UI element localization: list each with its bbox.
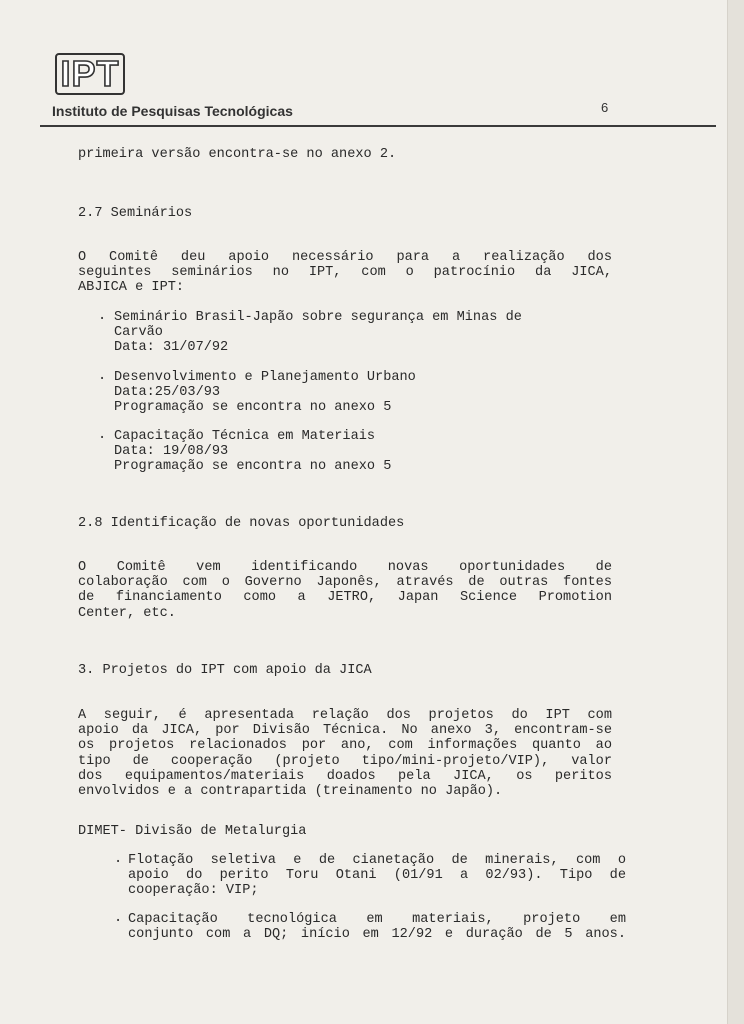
bullet-dot: . <box>114 852 123 867</box>
text-line: tipo de cooperação (projeto tipo/mini-projeto/VIP), valor <box>78 753 612 769</box>
list-item <box>128 853 626 899</box>
text-line: Seminário Brasil-Japão sobre segurança em Minas de <box>114 310 522 325</box>
text-line: Capacitação tecnológica em materiais, projeto em <box>128 912 626 927</box>
text-line: seguintes seminários no IPT, com o patrocínio da JICA, <box>78 265 612 281</box>
text-line: Flotação seletiva e de cianetação de minerais, com o <box>128 853 626 868</box>
bullet-dot: . <box>98 428 107 443</box>
text-line: Data:25/03/93 <box>114 385 221 401</box>
header-rule <box>40 125 716 127</box>
text-line: envolvidos e a contrapartida (treinamento no Japão). <box>78 784 503 800</box>
list-item <box>114 429 391 475</box>
text-line: A seguir, é apresentada relação dos projetos do IPT com <box>78 708 612 723</box>
text-line: Programação se encontra no anexo 5 <box>114 400 392 416</box>
text-line: Capacitação Técnica em Materiais <box>114 429 376 444</box>
text-line: Desenvolvimento e Planejamento Urbano <box>114 370 416 385</box>
text-line: apoio da JICA, por Divisão Técnica. No anexo 3, encontram-se <box>78 723 612 739</box>
text-line: Center, etc. <box>78 605 176 621</box>
text-line: os projetos relacionados por ano, com informações quanto ao <box>78 738 612 754</box>
bullet-dot: . <box>98 309 107 324</box>
page-edge <box>727 0 744 1024</box>
intro-line: primeira versão encontra-se no anexo 2. <box>78 147 397 162</box>
text-line: apoio do perito Toru Otani (01/91 a 02/93). Tipo de <box>128 868 626 884</box>
text-line: Carvão <box>114 325 163 341</box>
paragraph-3 <box>78 708 612 799</box>
text-line: dos equipamentos/materiais doados pela JICA, os peritos <box>78 768 612 784</box>
text-line: de financiamento como a JETRO, Japan Science Promotion <box>78 590 612 606</box>
bullet-dot: . <box>114 911 123 926</box>
paragraph-2-7 <box>78 250 612 296</box>
division-heading: DIMET- Divisão de Metalurgia <box>78 824 307 839</box>
text-line: Data: 31/07/92 <box>114 340 229 356</box>
list-item <box>114 370 416 416</box>
section-heading-2-8: 2.8 Identificação de novas oportunidades <box>78 516 405 531</box>
ipt-logo: IPT <box>55 53 125 95</box>
text-line: conjunto com a DQ; início em 12/92 e duração de 5 anos. <box>128 927 626 943</box>
list-item <box>128 912 626 942</box>
bullet-dot: . <box>98 369 107 384</box>
text-line: O Comitê vem identificando novas oportunidades de <box>78 560 612 575</box>
text-line: cooperação: VIP; <box>128 883 259 899</box>
paragraph-2-8 <box>78 560 612 621</box>
page-number: 6 <box>601 100 609 115</box>
text-line: colaboração com o Governo Japonês, através de outras fontes <box>78 575 612 591</box>
list-item <box>114 310 522 356</box>
section-heading-2-7: 2.7 Seminários <box>78 206 193 221</box>
institute-name: Instituto de Pesquisas Tecnológicas <box>52 103 293 119</box>
section-heading-3: 3. Projetos do IPT com apoio da JICA <box>78 663 372 678</box>
text-line: ABJICA e IPT: <box>78 280 185 296</box>
text-line: Data: 19/08/93 <box>114 444 229 460</box>
text-line: O Comitê deu apoio necessário para a realização dos <box>78 250 612 265</box>
text-line: Programação se encontra no anexo 5 <box>114 459 392 475</box>
